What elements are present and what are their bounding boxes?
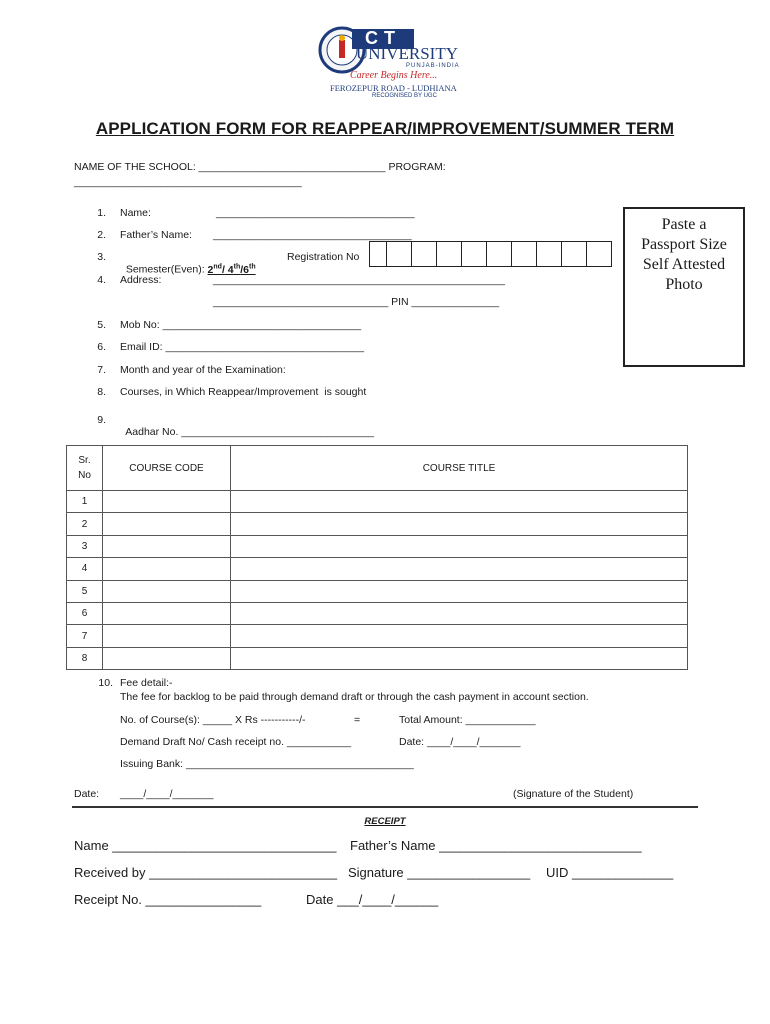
aadhar-label: Aadhar No. (125, 426, 182, 438)
sr-no-cell: 7 (67, 625, 103, 647)
table-row (67, 535, 688, 557)
program-blank: _______________________________________ (74, 176, 302, 188)
table-row (67, 491, 688, 513)
course-title-cell[interactable] (231, 625, 688, 647)
item-number: 5. (97, 319, 106, 331)
table-row (67, 513, 688, 535)
aadhar-blank[interactable]: _________________________________ (181, 426, 375, 438)
school-program-line: NAME OF THE SCHOOL: ________________________________ PROGRAM: (74, 161, 446, 173)
course-title-cell[interactable] (231, 647, 688, 669)
registration-label: Registration No (287, 251, 360, 263)
logo-country: PUNJAB-INDIA (406, 63, 460, 69)
sr-no-header: Sr. No (67, 446, 103, 491)
photo-text: Paste a (661, 216, 707, 233)
name-field[interactable]: __________________________________ (216, 207, 415, 219)
sr-no-cell: 6 (67, 602, 103, 624)
table-row (67, 602, 688, 624)
receipt-name-field[interactable]: Name _______________________________ (74, 838, 337, 853)
photo-text: Photo (665, 276, 703, 293)
sem-2: 2 (207, 263, 214, 276)
sr-no-cell: 4 (67, 558, 103, 580)
address-field[interactable]: __________________________________________________ (213, 274, 505, 286)
item-number: 6. (97, 341, 106, 353)
fee-note: The fee for backlog to be paid through demand draft or through the cash payment in account section. (120, 691, 589, 703)
course-code-cell[interactable] (103, 535, 231, 557)
student-signature-label: (Signature of the Student) (513, 788, 634, 800)
sem-2-sup: nd (213, 263, 222, 270)
photo-box (623, 207, 745, 367)
receipt-title: RECEIPT (364, 816, 406, 827)
course-code-header: COURSE CODE (103, 446, 231, 491)
received-by-field[interactable]: Received by __________________________ (74, 865, 338, 880)
sr-no-cell: 8 (67, 647, 103, 669)
logo-recognition: RECOGNISED BY UGC (372, 93, 437, 99)
course-code-cell[interactable] (103, 580, 231, 602)
courses-rate-field[interactable]: No. of Course(s): _____ X Rs -----------/- (120, 714, 306, 726)
registration-number-boxes[interactable] (369, 241, 612, 267)
sem-4-sup: th (233, 263, 241, 270)
receipt-father-field[interactable]: Father’s Name ____________________________ (350, 838, 642, 853)
draft-date-field[interactable]: Date: ____/____/_______ (399, 736, 521, 748)
draft-receipt-field[interactable]: Demand Draft No/ Cash receipt no. ___________ (120, 736, 352, 748)
table-row (67, 625, 688, 647)
logo-tagline: Career Begins Here... (350, 70, 438, 81)
item-number: 10. (98, 677, 113, 689)
courses-label: Courses, in Which Reappear/Improvement is sought (120, 386, 367, 398)
sr-no-cell: 3 (67, 535, 103, 557)
father-name-field[interactable]: __________________________________ (213, 229, 412, 241)
item-number: 2. (97, 229, 106, 241)
address-pin-field[interactable]: ______________________________ PIN _______________ (213, 296, 500, 308)
item-number: 9. (97, 414, 106, 426)
course-code-cell[interactable] (103, 647, 231, 669)
course-title-cell[interactable] (231, 602, 688, 624)
logo-address: FEROZEPUR ROAD - LUDHIANA (330, 83, 457, 93)
course-code-cell[interactable] (103, 625, 231, 647)
sem-4: / 4 (221, 263, 234, 276)
aadhar-field[interactable] (120, 414, 374, 438)
logo-university: UNIVERSITY (356, 44, 458, 63)
receipt-divider (72, 806, 698, 808)
mobile-field[interactable]: Mob No: __________________________________ (120, 319, 362, 331)
receipt-no-field[interactable]: Receipt No. ________________ (74, 892, 262, 907)
sr-no-cell: 5 (67, 580, 103, 602)
address-label: Address: (120, 274, 162, 286)
table-row (67, 647, 688, 669)
item-number: 7. (97, 364, 106, 376)
date-field[interactable]: ____/____/_______ (120, 788, 214, 800)
course-title-cell[interactable] (231, 513, 688, 535)
course-title-cell[interactable] (231, 580, 688, 602)
photo-text: Passport Size (641, 236, 727, 253)
issuing-bank-field[interactable]: Issuing Bank: _______________________________________ (120, 758, 414, 770)
table-row (67, 558, 688, 580)
item-number: 4. (97, 274, 106, 286)
semester-text: Semester(Even): (125, 263, 208, 276)
course-title-cell[interactable] (231, 491, 688, 513)
exam-month-label: Month and year of the Examination: (120, 364, 286, 376)
course-code-cell[interactable] (103, 602, 231, 624)
sr-no-cell: 2 (67, 513, 103, 535)
date-label: Date: (74, 788, 100, 800)
course-title-header: COURSE TITLE (231, 446, 688, 491)
equals-sign: = (354, 714, 361, 726)
item-number: 1. (97, 207, 106, 219)
course-title-cell[interactable] (231, 558, 688, 580)
fee-label: Fee detail:- (120, 677, 173, 689)
email-field[interactable]: Email ID: __________________________________ (120, 341, 365, 353)
course-table (66, 445, 688, 670)
course-code-cell[interactable] (103, 513, 231, 535)
sr-no-cell: 1 (67, 491, 103, 513)
course-code-cell[interactable] (103, 558, 231, 580)
item-number: 3. (97, 251, 106, 263)
table-row (67, 580, 688, 602)
photo-text: Self Attested (642, 256, 726, 273)
semester-label (120, 251, 256, 276)
course-code-cell[interactable] (103, 491, 231, 513)
father-name-label: Father’s Name: (120, 229, 192, 241)
receipt-signature-field[interactable]: Signature _________________ (348, 865, 531, 880)
uid-field[interactable]: UID ______________ (546, 865, 674, 880)
form-title: APPLICATION FORM FOR REAPPEAR/IMPROVEMENT/SUMMER TERM (95, 119, 675, 138)
item-number: 8. (97, 386, 106, 398)
total-amount-field[interactable]: Total Amount: ____________ (399, 714, 536, 726)
sem-6-sup: th (249, 263, 256, 270)
university-logo (310, 26, 510, 102)
logo-brand: CT (365, 28, 401, 48)
table-header-row (67, 446, 688, 491)
sem-6: /6 (240, 263, 250, 276)
name-label: Name: (120, 207, 151, 219)
receipt-date-field[interactable]: Date ___/____/______ (306, 892, 439, 907)
course-title-cell[interactable] (231, 535, 688, 557)
